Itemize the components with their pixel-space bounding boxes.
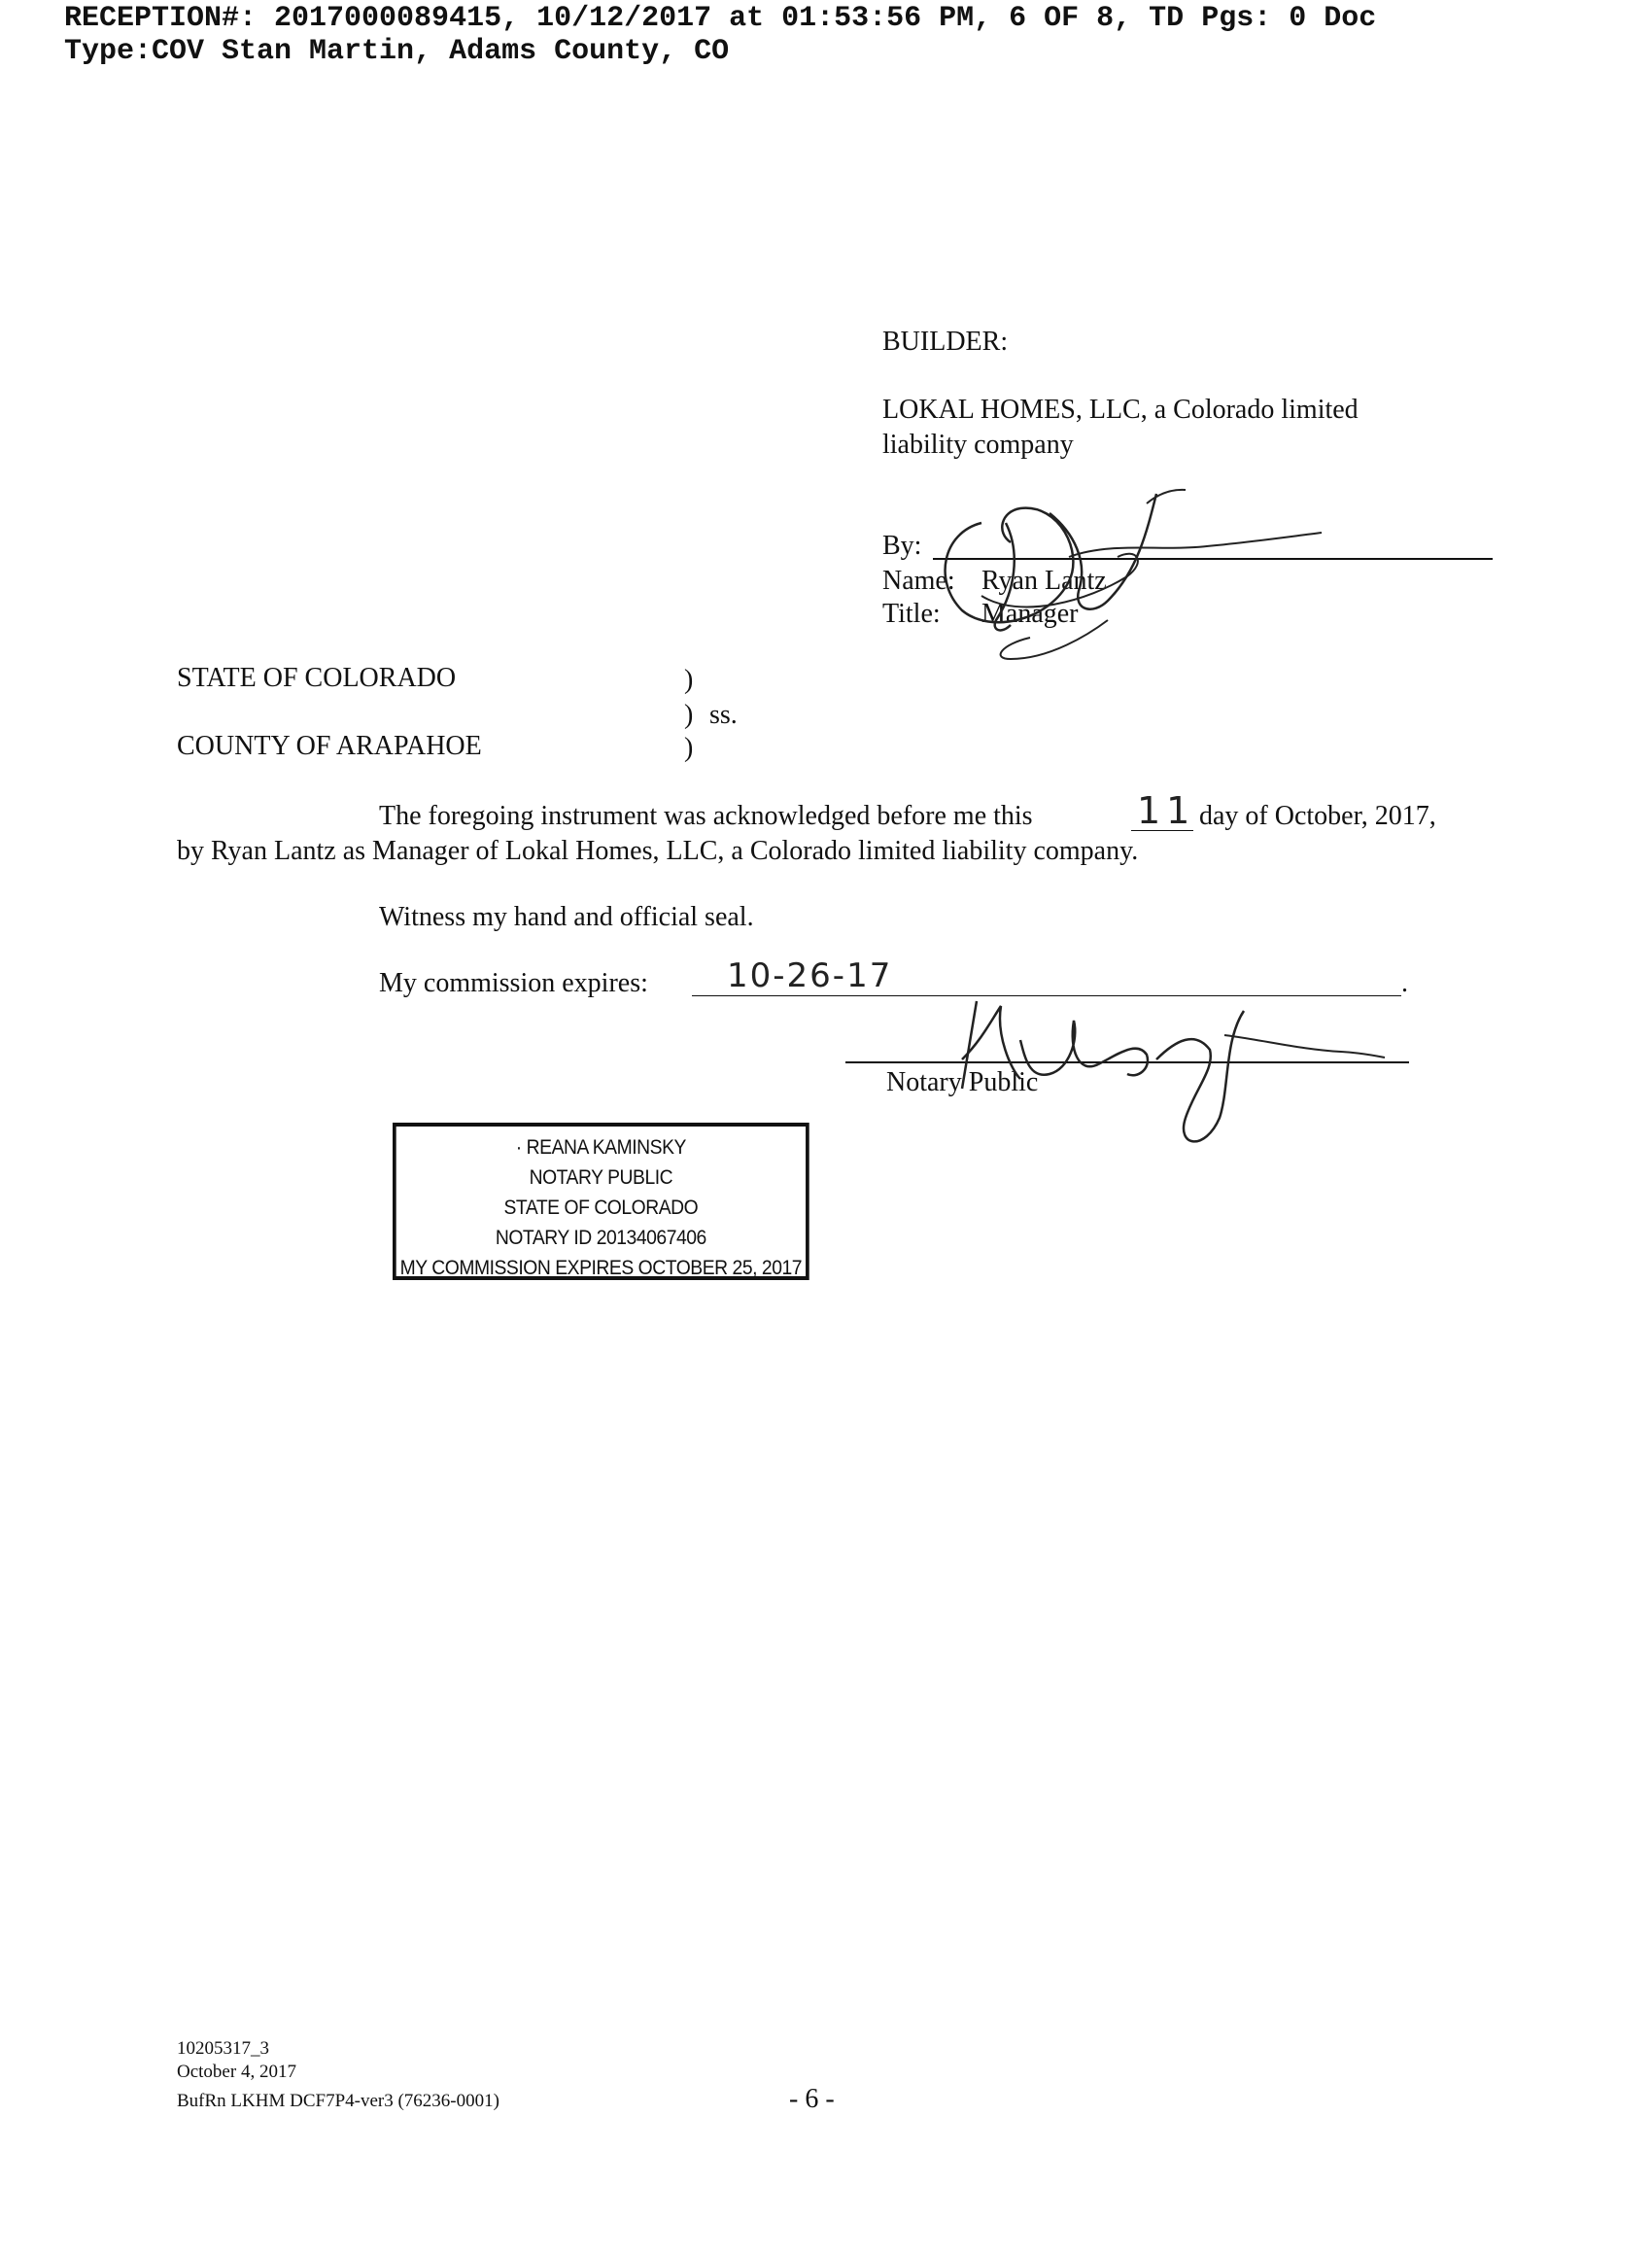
stamp-line-5: MY COMMISSION EXPIRES OCTOBER 25, 2017 <box>399 1257 803 1279</box>
venue-paren-1: ) <box>684 665 694 695</box>
venue-paren-3: ) <box>684 733 694 763</box>
stamp-line-2: NOTARY PUBLIC <box>529 1166 673 1189</box>
footer-doc-id: 10205317_3 <box>177 2038 269 2059</box>
by-label: By: <box>882 531 922 561</box>
title-label: Title: <box>882 599 941 629</box>
name-value: Ryan Lantz <box>981 566 1107 596</box>
stamp-line-4: NOTARY ID 20134067406 <box>495 1227 706 1249</box>
venue-ss: ss. <box>709 700 738 730</box>
commission-period: . <box>1401 968 1408 998</box>
builder-signature <box>904 465 1351 669</box>
recording-header-line1: RECEPTION#: 2017000089415, 10/12/2017 at 01:53:56 PM, 6 OF 8, TD Pgs: 0 Doc <box>64 2 1377 35</box>
builder-company-line2: liability company <box>882 430 1074 460</box>
footer-date: October 4, 2017 <box>177 2062 296 2082</box>
title-value: Manager <box>981 599 1079 629</box>
notary-signature <box>933 982 1399 1157</box>
venue-state: STATE OF COLORADO <box>177 663 457 693</box>
stamp-line-1: · REANA KAMINSKY <box>515 1136 686 1159</box>
notary-public-label: Notary Public <box>886 1067 1039 1097</box>
witness-text: Witness my hand and official seal. <box>379 902 754 932</box>
footer-page-number: - 6 - <box>789 2084 835 2114</box>
commission-handwritten: 10-26-17 <box>727 956 893 995</box>
ack-line1-before: The foregoing instrument was acknowledged before me this <box>379 801 1033 831</box>
ack-day-handwritten: 11 <box>1137 789 1196 832</box>
venue-paren-2: ) <box>684 700 694 730</box>
venue-county: COUNTY OF ARAPAHOE <box>177 731 482 761</box>
name-label: Name: <box>882 566 955 596</box>
ack-line1-after: day of October, 2017, <box>1199 801 1436 831</box>
notary-stamp <box>393 1123 809 1280</box>
stamp-line-3: STATE OF COLORADO <box>503 1197 699 1219</box>
builder-heading: BUILDER: <box>882 327 1009 357</box>
commission-label: My commission expires: <box>379 968 648 998</box>
footer-file-ref: BufRn LKHM DCF7P4-ver3 (76236-0001) <box>177 2091 499 2111</box>
recording-header <box>64 2 1376 68</box>
ack-day-line <box>1131 830 1193 831</box>
builder-company-line1: LOKAL HOMES, LLC, a Colorado limited <box>882 395 1359 425</box>
ack-line2: by Ryan Lantz as Manager of Lokal Homes, LLC, a Colorado limited liability company. <box>177 836 1139 866</box>
recording-header-line2: Type:COV Stan Martin, Adams County, CO <box>64 35 730 68</box>
